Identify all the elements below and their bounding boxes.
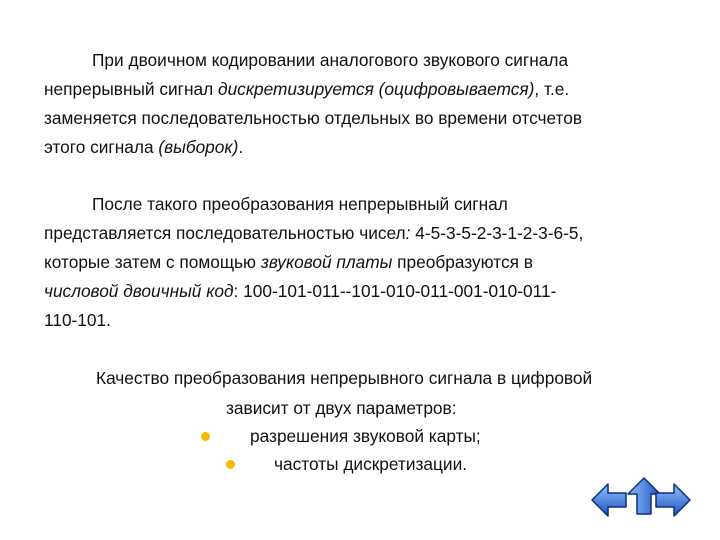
- p2-line-3-text: которые затем с помощью: [44, 252, 261, 272]
- p2-number-sequence: 4-5-3-5-2-3-1-2-3-6-5,: [410, 223, 584, 243]
- p1-line-4-tail: .: [238, 137, 244, 157]
- paragraph-conversion: [44, 190, 684, 335]
- p2-line-5: 110-101.: [44, 310, 111, 330]
- p1-line-3: заменяется последовательностью отдельных во времени отсчетов: [44, 108, 583, 128]
- p2-line-2-text: представляется последовательностью чисел: [44, 223, 406, 243]
- quality-line-1: Качество преобразования непрерывного сигнала в цифровой: [96, 368, 593, 388]
- p2-term-sound-card: звуковой платы: [260, 252, 393, 272]
- p2-line-2: [44, 219, 684, 248]
- p1-term-digitized: дискретизируется (оцифровывается): [218, 79, 535, 99]
- p2-colon: :: [405, 223, 411, 243]
- bullet-text-resolution: разрешения звуковой карты;: [250, 426, 481, 446]
- p1-line-2: [44, 75, 684, 104]
- p2-line-1: После такого преобразования непрерывный сигнал: [92, 194, 508, 214]
- paragraph-sampling: [44, 46, 684, 162]
- p1-line-1: При двоичном кодировании аналогового звукового сигнала: [92, 50, 569, 70]
- p2-term-binary-code: числовой двоичный код: [44, 281, 234, 301]
- arrow-right-icon[interactable]: [652, 480, 692, 520]
- p1-term-samples: (выборок): [158, 137, 239, 157]
- bullet-text-frequency: частоты дискретизации.: [274, 454, 468, 474]
- quality-line-2: зависит от двух параметров:: [226, 398, 457, 418]
- p1-line-2-text: непрерывный сигнал: [44, 79, 219, 99]
- p2-line-4: [44, 277, 684, 306]
- p2-line-3: [44, 248, 684, 277]
- bullet-dot-icon: [201, 432, 210, 441]
- bullet-dot-icon: [226, 460, 235, 469]
- p2-binary-sequence: : 100-101-011--101-010-011-001-010-011-: [233, 281, 557, 301]
- p2-line-3-tail: преобразуются в: [392, 252, 533, 272]
- p1-line-2-tail: , т.е.: [534, 79, 570, 99]
- p1-line-4-text: этого сигнала: [44, 137, 159, 157]
- p1-line-4: [44, 133, 684, 162]
